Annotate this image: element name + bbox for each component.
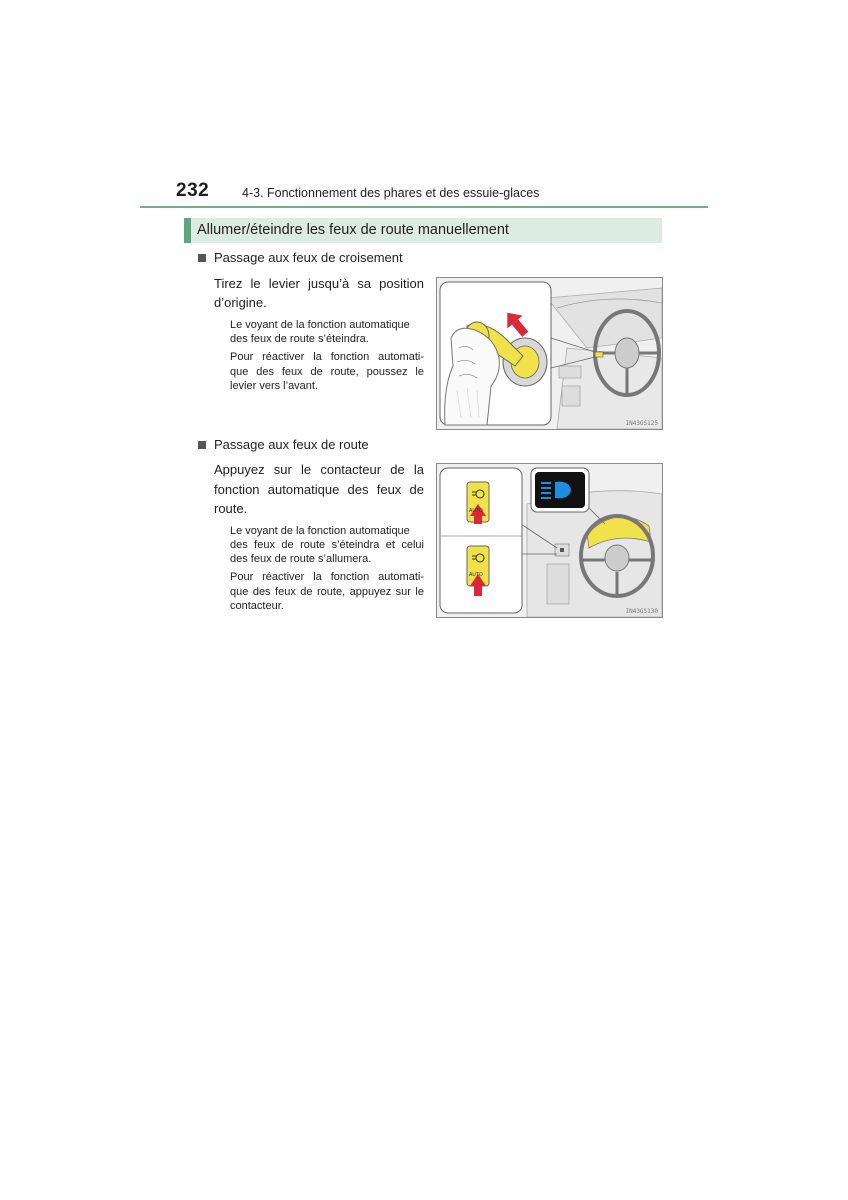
note-line: Le voyant de la fonction automatique xyxy=(230,319,410,331)
subheading-high-beam: Passage aux feux de route xyxy=(214,437,369,452)
lever-pull-illustration xyxy=(437,278,662,429)
note-line: des feux de route s’éteindra. xyxy=(230,333,369,345)
note-line: contacteur. xyxy=(230,600,284,612)
section-title: Allumer/éteindre les feux de route manuellement xyxy=(197,222,509,238)
bullet-square-icon xyxy=(198,254,206,262)
subheading-low-beam: Passage aux feux de croisement xyxy=(214,250,403,265)
figure-code: IN43GS125 xyxy=(625,420,658,427)
note-line: des feux de route s’éteindra et celui xyxy=(230,539,424,551)
note-line: que des feux de route, appuyez sur le xyxy=(230,586,424,598)
note-line: Pour réactiver la fonction automati- xyxy=(230,571,424,583)
note-line: levier vers l’avant. xyxy=(230,380,319,392)
figure-lever-pull xyxy=(436,277,663,430)
figure-auto-switch xyxy=(436,463,663,618)
bullet-square-icon xyxy=(198,441,206,449)
instruction-line: fonction automatique des feux de xyxy=(214,482,424,497)
auto-switch-illustration xyxy=(437,464,662,617)
instruction-line: d’origine. xyxy=(214,295,267,310)
instruction-line: route. xyxy=(214,501,248,516)
note-line: que des feux de route, poussez le xyxy=(230,366,424,378)
chapter-title: 4-3. Fonctionnement des phares et des essuie-glaces xyxy=(242,186,540,200)
switch-label-top: AUTO xyxy=(469,508,483,514)
header-divider xyxy=(140,206,708,208)
note-line: Le voyant de la fonction automatique xyxy=(230,525,410,537)
instruction-line: Appuyez sur le contacteur de la xyxy=(214,462,424,477)
page-number: 232 xyxy=(176,180,210,201)
note-line: des feux de route s’allumera. xyxy=(230,553,372,565)
note-line: Pour réactiver la fonction automati- xyxy=(230,351,424,363)
figure-code: IN43GS130 xyxy=(625,608,658,615)
instruction-line: Tirez le levier jusqu’à sa position xyxy=(214,276,424,291)
switch-label-bottom: AUTO xyxy=(469,572,483,578)
